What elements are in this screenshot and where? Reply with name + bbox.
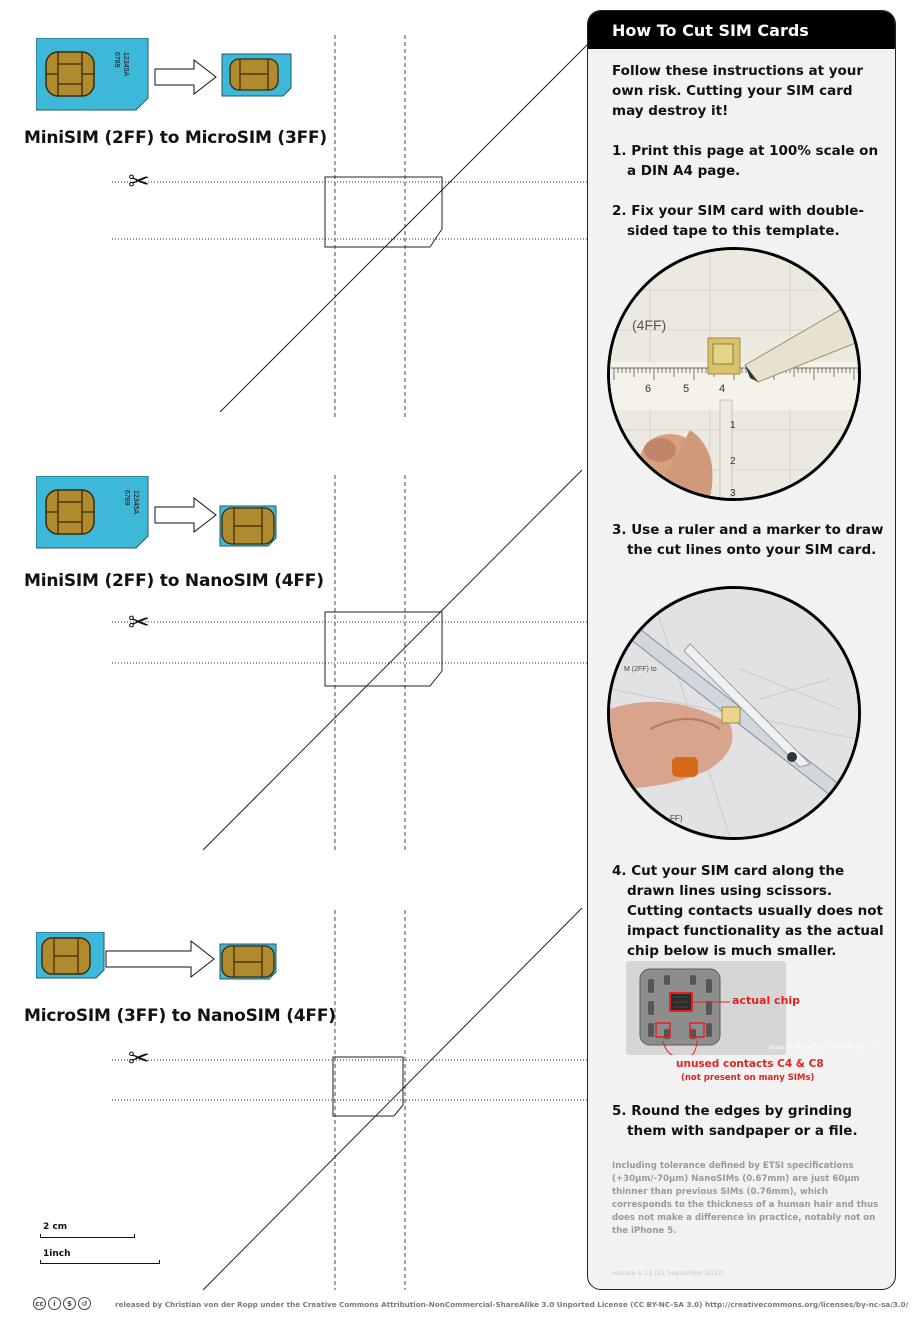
step-1: 1. Print this page at 100% scale on a DIN A4 page. (612, 143, 879, 179)
scale-cm-label: 2 cm (43, 1222, 68, 1232)
unused-contacts-label: unused contacts C4 & C8 (676, 1058, 824, 1070)
svg-text:4: 4 (719, 383, 726, 395)
cc-license-icons (33, 1297, 91, 1310)
cc-icon: cc (33, 1297, 46, 1310)
attribution-icon: i (48, 1297, 61, 1310)
svg-text:6: 6 (645, 383, 652, 395)
svg-text:M (2FF) to: M (2FF) to (624, 666, 657, 673)
sim-number: 12345A (122, 52, 129, 77)
release-version: release 1.11 (21 September 2012) (612, 1269, 725, 1277)
mini-to-nano-diagram (36, 476, 306, 554)
section-title: MiniSIM (2FF) to MicroSIM (3FF) (24, 128, 327, 148)
chip-photo (626, 961, 876, 1055)
sharealike-icon: ↺ (78, 1297, 91, 1310)
scale-inch-bar (40, 1260, 160, 1264)
svg-text:12345A: 12345A (132, 490, 139, 515)
svg-text:1: 1 (730, 420, 736, 431)
photo-scissors-cutting (607, 586, 861, 840)
scissors-icon: ✂ (128, 608, 150, 638)
scale-cm-bar (40, 1234, 135, 1238)
svg-text:6789: 6789 (113, 52, 120, 68)
step-4: 4. Cut your SIM card along the drawn lines using scissors. Cutting contacts usually does not impact functionality as the actual chip below is much smaller. (612, 863, 884, 959)
photo-ruler-marking (607, 247, 861, 501)
step-5: 5. Round the edges by grinding them with sandpaper or a file. (612, 1103, 858, 1139)
svg-text:3: 3 (730, 488, 736, 498)
step-3: 3. Use a ruler and a marker to draw the cut lines onto your SIM card. (612, 522, 884, 558)
panel-title: How To Cut SIM Cards (588, 11, 895, 49)
scale-inch-label: 1inch (43, 1249, 71, 1259)
license-footer: released by Christian von der Ropp under the Creative Commons Attribution-NonCommercial-ShareAlike 3.0 Unported License (CC BY-NC-SA 3.0) http://creativecommons.org/licenses/by-nc-sa/3.0/ (115, 1300, 909, 1309)
step-2: 2. Fix your SIM card with double-sided tape to this template. (612, 203, 864, 239)
scissors-icon: ✂ (128, 1044, 150, 1074)
cut-outline-micro (325, 177, 442, 247)
svg-text:5: 5 (683, 383, 690, 395)
section-title: MicroSIM (3FF) to NanoSIM (4FF) (24, 1006, 336, 1026)
cut-outline-nano-2 (333, 1057, 403, 1116)
noncommercial-icon: $ (63, 1297, 76, 1310)
actual-chip-label: actual chip (732, 994, 801, 1007)
scissors-icon: ✂ (128, 167, 150, 197)
not-present-label: (not present on many SIMs) (681, 1073, 815, 1083)
svg-text:2: 2 (730, 456, 736, 467)
intro-text: Follow these instructions at your own risk. Cutting your SIM card may destroy it! (612, 63, 864, 119)
svg-text:6789: 6789 (123, 490, 130, 506)
svg-text:FF): FF) (670, 814, 683, 823)
photo1-label: (4FF) (632, 317, 667, 333)
photo-credit: photo: © SecretDisc (CC BY-NC-SA 3.0) (768, 1045, 876, 1051)
tolerance-note: Including tolerance defined by ETSI specifications (+30μm/-70μm) NanoSIMs (0.67mm) are just 60μm thinner than previous SIMs (0.76mm), which corresponds to the thickness of a human hair and thus does not make a difference in practice, notably not on the iPhone 5. (612, 1161, 879, 1236)
cut-outline-nano (325, 612, 442, 686)
instructions-panel (587, 10, 896, 1290)
section-title: MiniSIM (2FF) to NanoSIM (4FF) (24, 571, 324, 591)
mini-to-micro-diagram (36, 38, 306, 116)
micro-to-nano-diagram (36, 932, 306, 986)
